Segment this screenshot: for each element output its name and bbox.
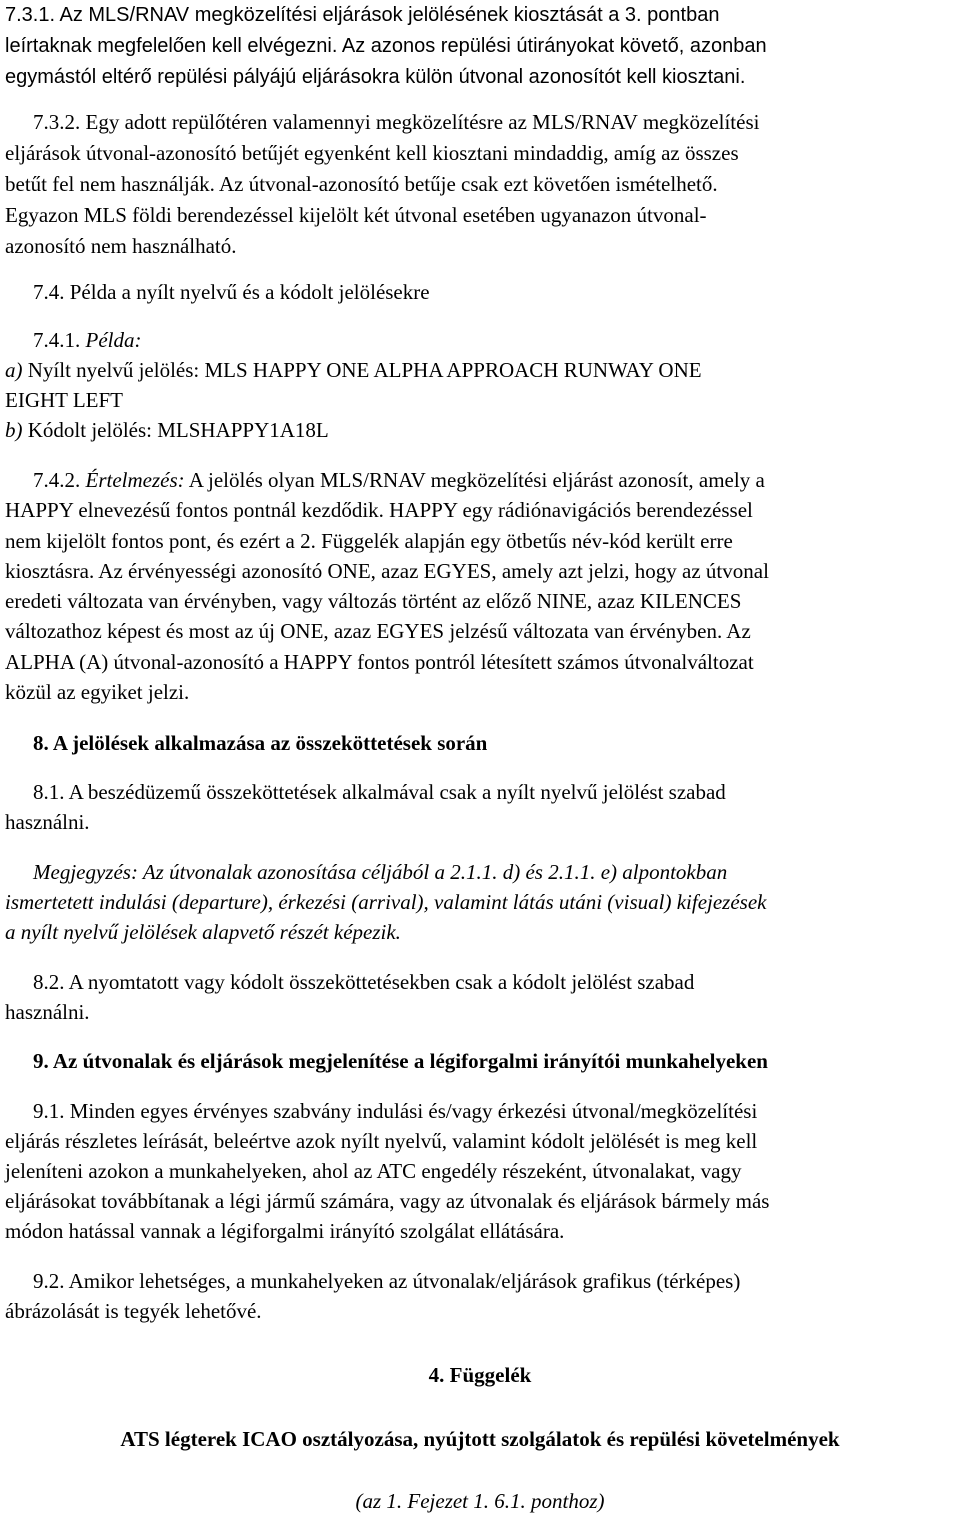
text-line: leírtaknak megfelelően kell elvégezni. Az azonos repülési útirányokat követő, azonban	[5, 35, 767, 57]
text-line: Megjegyzés: Az útvonalak azonosítása céljából a 2.1.1. d) és 2.1.1. e) alpontokban	[33, 860, 728, 884]
heading-text: 8. A jelölések alkalmazása az összeköttetések során	[33, 731, 488, 755]
text-line: eljárás részletes leírását, beleértve azok nyílt nyelvű, valamint kódolt jelölését is meg kell	[5, 1129, 758, 1153]
text-line: a nyílt nyelvű jelölések alapvető részét képezik.	[5, 920, 401, 944]
text-line: változathoz képest és most az új ONE, azaz EGYES jelzésű változata van érvényben. Az	[5, 619, 751, 644]
example-line-a	[5, 355, 702, 385]
text-line: HAPPY elnevezésű fontos pontnál kezdődik. HAPPY egy rádiónavigációs berendezéssel	[5, 498, 753, 523]
text-line: egymástól eltérő repülési pályájú eljárásokra külön útvonal azonosítót kell kiosztani.	[5, 66, 746, 88]
paragraph-7-4-2	[5, 465, 769, 707]
text-line: nem kijelölt fontos pont, és ezért a 2. Függelék alapján egy ötbetűs név-kód került erre	[5, 528, 733, 553]
text-line: eljárások útvonal-azonosító betűjét egyenként kell kiosztani mindaddig, amíg az összes	[5, 141, 739, 165]
appendix-title	[5, 1360, 955, 1390]
text-line: betűt fel nem használják. Az útvonal-azonosító betűje csak ezt követően ismételhető.	[5, 172, 718, 196]
text-line: ALPHA (A) útvonal-azonosító a HAPPY fontos pontról létesített számos útvonalváltozat	[5, 649, 754, 674]
section-number: 7.4.1.	[33, 328, 81, 352]
appendix-reference-text: (az 1. Fejezet 1. 6.1. ponthoz)	[355, 1489, 605, 1513]
text-line: azonosító nem használható.	[5, 234, 237, 258]
text-line: A jelölés olyan MLS/RNAV megközelítési eljárást azonosít, amely a	[188, 468, 765, 492]
example-heading	[5, 325, 702, 355]
text-line: ismertetett indulási (departure), érkezési (arrival), valamint látás utáni (visual) kifejezések	[5, 890, 767, 914]
paragraph-9-1	[5, 1096, 769, 1246]
list-marker: a)	[5, 358, 23, 382]
example-line-b	[5, 415, 702, 445]
heading-text: 9. Az útvonalak és eljárások megjelenítése a légiforgalmi irányítói munkahelyeken	[33, 1049, 768, 1073]
example-label: Példa:	[85, 328, 142, 352]
text-line: módon hatással vannak a légiforgalmi irányító szolgálat ellátására.	[5, 1219, 565, 1243]
list-marker: b)	[5, 418, 23, 442]
interpretation-label: Értelmezés:	[85, 468, 185, 492]
section-number: 7.4.2.	[33, 468, 81, 492]
text-line: EIGHT LEFT	[5, 388, 124, 412]
text-line: eredeti változata van érvényben, vagy változás történt az előző NINE, azaz KILENCES	[5, 589, 742, 614]
text-line: 7.3.2. Egy adott repülőtéren valamennyi megközelítésre az MLS/RNAV megközelítési	[33, 110, 760, 134]
appendix-reference	[5, 1486, 955, 1516]
heading-9	[33, 1046, 768, 1076]
paragraph-8-1	[5, 777, 726, 837]
text-line: közül az egyiket jelzi.	[5, 680, 190, 705]
text-line: 9.1. Minden egyes érvényes szabvány indulási és/vagy érkezési útvonal/megközelítési	[33, 1099, 758, 1123]
paragraph-7-4-1	[5, 325, 702, 445]
text-line: használni.	[5, 1000, 90, 1024]
text-line: 9.2. Amikor lehetséges, a munkahelyeken az útvonalak/eljárások grafikus (térképes)	[33, 1269, 741, 1293]
text-line: Nyílt nyelvű jelölés: MLS HAPPY ONE ALPHA APPROACH RUNWAY ONE	[27, 358, 702, 382]
text-line: 8.2. A nyomtatott vagy kódolt összeköttetésekben csak a kódolt jelölést szabad	[33, 970, 695, 994]
note-paragraph	[5, 857, 766, 947]
interpretation-first-line	[5, 465, 769, 495]
appendix-subtitle-text: ATS légterek ICAO osztályozása, nyújtott szolgálatok és repülési követelmények	[120, 1427, 840, 1451]
text-line: 8.1. A beszédüzemű összeköttetések alkalmával csak a nyílt nyelvű jelölést szabad	[33, 780, 726, 804]
paragraph-9-2	[5, 1266, 740, 1326]
paragraph-8-2	[5, 967, 694, 1027]
appendix-title-text: 4. Függelék	[428, 1363, 532, 1387]
paragraph-7-3-1	[5, 0, 767, 93]
heading-7-4	[33, 277, 430, 307]
heading-text: 7.4. Példa a nyílt nyelvű és a kódolt jelölésekre	[33, 280, 430, 304]
text-line: használni.	[5, 810, 90, 834]
text-line: eljárásokat továbbítanak a légi jármű számára, vagy az útvonalak és eljárások bármely más	[5, 1189, 770, 1213]
paragraph-7-3-2	[5, 107, 759, 262]
text-line: jeleníteni azokon a munkahelyeken, ahol az ATC engedély részeként, útvonalakat, vagy	[5, 1159, 742, 1183]
text-line: ábrázolását is tegyék lehetővé.	[5, 1299, 262, 1323]
text-line: 7.3.1. Az MLS/RNAV megközelítési eljárások jelölésének kiosztását a 3. pontban	[5, 4, 720, 26]
text-line: Kódolt jelölés: MLSHAPPY1A18L	[27, 418, 329, 442]
heading-8	[33, 728, 487, 758]
appendix-subtitle	[5, 1424, 955, 1454]
text-line: Egyazon MLS földi berendezéssel kijelölt két útvonal esetében ugyanazon útvonal-	[5, 203, 707, 227]
text-line: kiosztásra. Az érvényességi azonosító ONE, azaz EGYES, amely azt jelzi, hogy az útvonal	[5, 558, 769, 583]
